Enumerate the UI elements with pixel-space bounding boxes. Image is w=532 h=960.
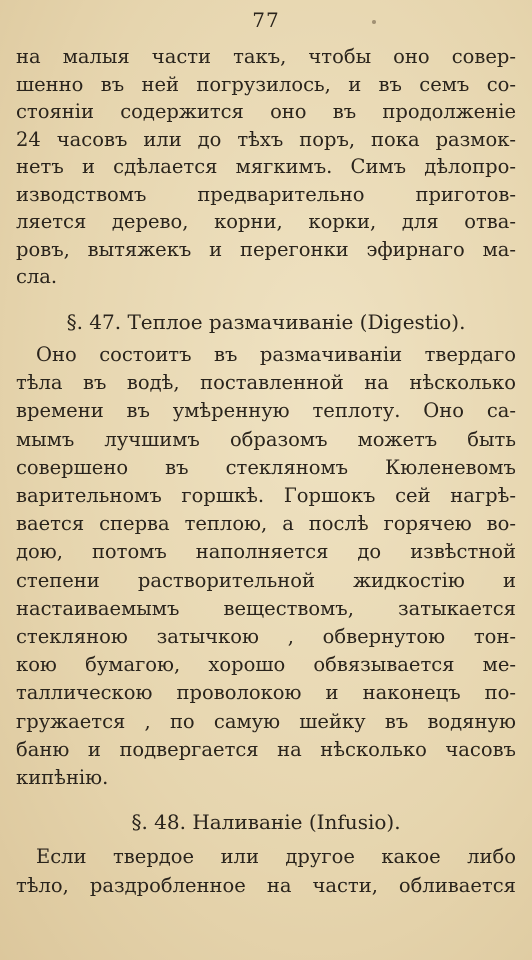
text-line: нетъ и сдѣлается мягкимъ. Симъ дѣлопро- [16, 155, 516, 178]
text-line: совершено въ стекляномъ Кюленевомъ [16, 455, 516, 479]
text-line: шенно въ ней погрузилось, и въ семъ со- [16, 72, 516, 96]
section-heading-47: §. 47. Теплое размачиваніе (Digestio). [66, 310, 466, 334]
text-line: Оно состоитъ въ размачиваніи твердаго [36, 343, 516, 366]
page-number: 77 [252, 8, 280, 32]
text-line: стояніи содержится оно въ продолженіе [16, 100, 516, 123]
text-line: сла. [16, 265, 58, 288]
text-line: изводствомъ предварительно приготов- [16, 182, 516, 206]
text-line: на малыя части такъ, чтобы оно совер- [16, 45, 516, 68]
ink-speck [372, 20, 376, 24]
text-line: дою, потомъ наполняется до извѣстной [16, 540, 516, 564]
text-line: 24 часовъ или до тѣхъ поръ, пока размок- [16, 127, 516, 151]
text-line: кою бумагою, хорошо обвязывается ме- [16, 653, 516, 677]
text-line: мымъ лучшимъ образомъ можетъ быть [16, 427, 516, 451]
text-line: времени въ умѣренную теплоту. Оно са- [16, 399, 516, 423]
text-line: варительномъ горшкѣ. Горшокъ сей нагрѣ- [16, 484, 516, 507]
text-line: баню и подвергается на нѣсколько часовъ [16, 737, 516, 761]
text-line: тѣла въ водѣ, поставленной на нѣсколько [16, 371, 516, 395]
text-line: гружается , по самую шейку въ водяную [16, 709, 516, 733]
text-line: кипѣнію. [16, 766, 109, 789]
text-line: степени растворительной жидкостію и [16, 568, 516, 592]
text-line: ляется дерево, корни, корки, для отва- [16, 210, 516, 233]
text-line: тѣло, раздробленное на части, обливается [16, 874, 516, 897]
text-line: ровъ, вытяжекъ и перегонки эфирнаго ма- [16, 237, 516, 261]
section-heading-48: §. 48. Наливаніе (Infusio). [131, 810, 401, 834]
text-line: стекляною затычкою , обвернутою тон- [16, 625, 516, 648]
text-line: таллическою проволокою и наконецъ по- [16, 681, 516, 705]
text-line: Если твердое или другое какое либо [36, 845, 516, 868]
text-line: вается сперва теплою, а послѣ горячею во- [16, 512, 516, 536]
text-line: настаиваемымъ веществомъ, затыкается [16, 596, 516, 620]
